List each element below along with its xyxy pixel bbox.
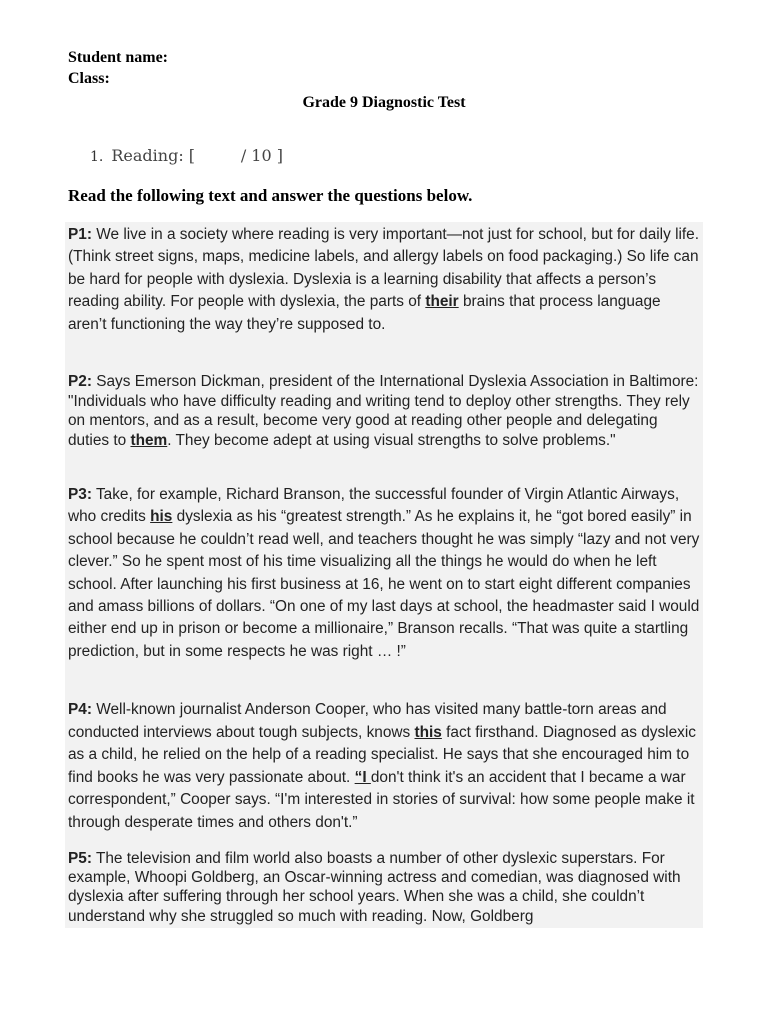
paragraph-text: fact firsthand. Diagnosed as dyslexic as a child, he relied on the help of a reading specialist. He says that she encouraged him to find books he was very passionate about. xyxy=(68,723,696,786)
reading-score-label: Reading: [ / 10 ] xyxy=(111,146,283,165)
section-number: 1. xyxy=(90,149,104,165)
paragraph-p4 xyxy=(68,699,700,835)
page-title: Grade 9 Diagnostic Test xyxy=(302,94,466,111)
paragraph-text: don't think it's an accident that I became a war correspondent,” Cooper says. “I'm interested in stories of survival: how some people make it through desperate times and others don't.” xyxy=(68,768,695,831)
paragraph-p3 xyxy=(68,484,700,663)
referent-word: his xyxy=(150,508,173,526)
referent-word: this xyxy=(414,723,442,741)
referent-word: them xyxy=(130,431,168,449)
referent-word: “I xyxy=(354,768,371,786)
reading-section-heading xyxy=(90,146,283,165)
paragraph-p1 xyxy=(68,224,700,336)
paragraph-text: Take, for example, Richard Branson, the successful founder of Virgin Atlantic Airways, who credits xyxy=(68,486,680,526)
paragraph-text: The television and film world also boasts a number of other dyslexic superstars. For example, Whoopi Goldberg, an Oscar-winning actress and comedian, was diagnosed with dyslexia after suffering through her school years. When she was a child, she couldn’t understand why she struggled so much with reading. Now, Goldberg xyxy=(68,850,681,925)
paragraph-text: Well-known journalist Anderson Cooper, who has visited many battle-torn areas and conducted interviews about tough subjects, knows xyxy=(68,701,667,741)
referent-word: their xyxy=(425,293,459,311)
paragraph-text: We live in a society where reading is very important—not just for school, but for daily life. (Think street signs, maps, medicine labels, and allergy labels on food packaging.) So life can be hard for people with dyslexia. Dyslexia is a learning disability that affects a person’s reading ability. For people with dyslexia, the parts of xyxy=(68,226,700,311)
paragraph-label: P3: xyxy=(68,486,92,503)
class-label: Class: xyxy=(68,70,110,87)
paragraph-text: dyslexia as his “greatest strength.” As he explains it, he “got bored easily” in school because he couldn’t read well, and teachers thought he was simply “lazy and not very clever.” So he spent most of his time visualizing all the things he would do when he left school. After launching his first business at 16, he went on to start eight different companies and amass billions of dollars. “On one of my last days at school, the headmaster said I would either end up in prison or become a millionaire,” Branson recalls. “That was quite a startling prediction, but in some respects he was right … !” xyxy=(68,508,700,660)
paragraph-label: P4: xyxy=(68,701,92,718)
paragraph-p5 xyxy=(68,849,700,926)
paragraph-text: brains that process language aren’t functioning the way they’re supposed to. xyxy=(68,293,661,333)
paragraph-text: Says Emerson Dickman, president of the International Dyslexia Association in Baltimore: "Individuals who have difficulty reading and writing tend to deploy other strengths. They rely on mentors, and as a result, become very good at reading other people and delegating duties to xyxy=(68,373,699,449)
paragraph-text: . They become adept at using visual strengths to solve problems." xyxy=(167,431,616,449)
paragraph-label: P5: xyxy=(68,850,92,867)
student-name-label: Student name: xyxy=(68,49,169,66)
paragraph-p2 xyxy=(68,372,700,450)
paragraph-label: P2: xyxy=(68,373,92,390)
instructions: Read the following text and answer the questions below. xyxy=(68,186,473,205)
paragraph-label: P1: xyxy=(68,226,92,243)
